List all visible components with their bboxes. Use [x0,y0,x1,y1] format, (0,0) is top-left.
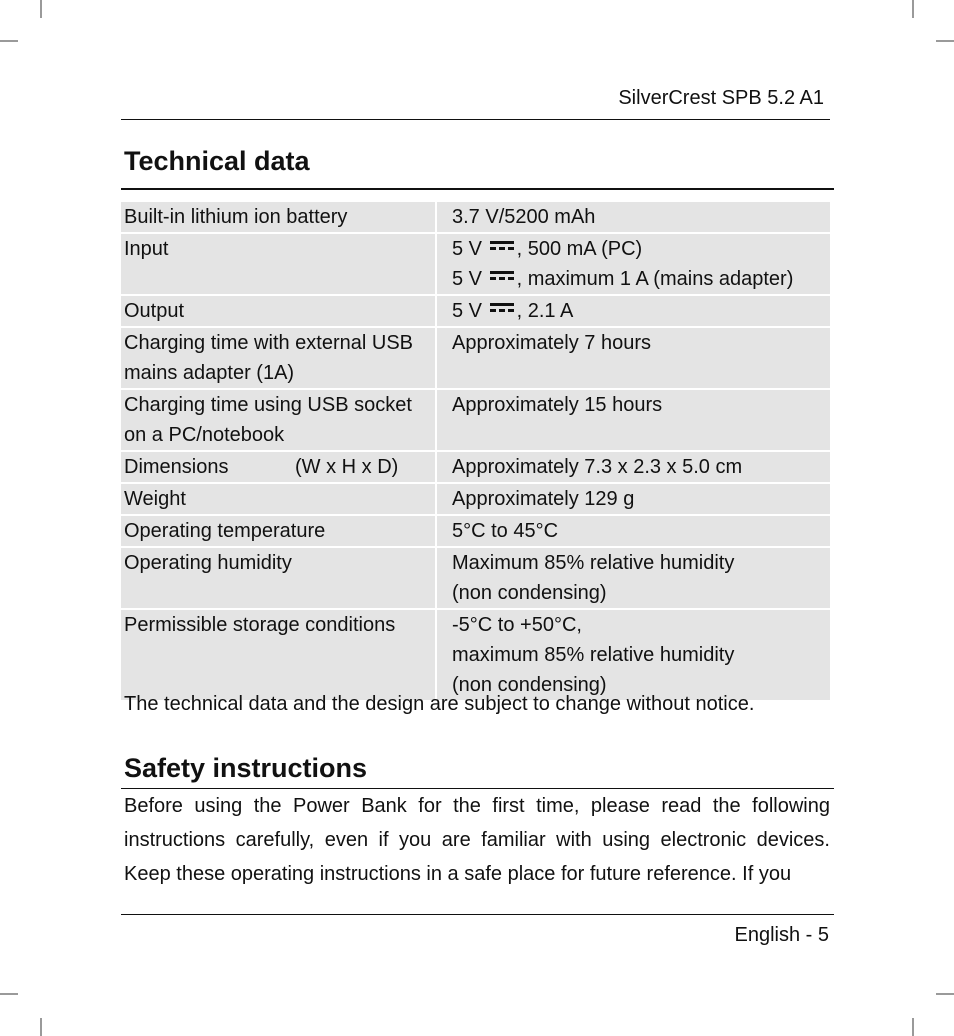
spec-label-cell [121,234,437,294]
spec-label: Charging time using USB socket on a PC/notebook [124,394,412,446]
spec-label: Output [124,300,185,322]
dc-current-icon [490,241,514,251]
spec-row [121,390,830,450]
spec-row [121,610,830,700]
spec-value-cell [437,610,830,700]
page-number: English - 5 [734,924,829,946]
spec-value-cell [437,202,830,232]
spec-row [121,484,830,514]
spec-value-line: Approximately 15 hours [452,394,663,416]
safety-paragraph: Before using the Power Bank for the first time, please read the following instructions carefully, even if you are familiar with using electronic devices. Keep these operating instructions in a safe place for future reference. If you [124,795,830,885]
spec-value-cell [437,328,830,388]
spec-label-cell [121,516,437,546]
spec-value-line [452,264,830,294]
technical-data-table [121,200,830,702]
technical-data-heading: Technical data [124,146,310,176]
spec-value-line: Approximately 7 hours [452,332,651,354]
voltage-text: 5 V [452,238,483,260]
spec-value-line: -5°C to +50°C, [452,614,582,636]
spec-row [121,202,830,232]
spec-label: Dimensions [124,456,229,478]
spec-value-cell [437,452,830,482]
spec-label-cell [121,296,437,326]
spec-value-cell [437,296,830,326]
footer-rule [121,914,834,915]
spec-value-cell [437,548,830,608]
spec-value-cell [437,390,830,450]
spec-label-cell [121,202,437,232]
crop-mark [40,0,42,18]
spec-label: Input [124,238,169,260]
spec-value-cell [437,234,830,294]
crop-mark [936,993,954,995]
crop-mark [40,1018,42,1036]
header-rule [121,119,830,120]
spec-row [121,296,830,326]
spec-label: Built-in lithium ion battery [124,206,348,228]
spec-value-line: (non condensing) [452,582,607,604]
spec-label-cell [121,452,437,482]
dc-current-icon [490,271,514,281]
current-text: , maximum 1 A (mains adapter) [516,268,794,290]
spec-label-cell [121,548,437,608]
spec-label-cell [121,610,437,700]
spec-label-cell [121,390,437,450]
spec-value-cell [437,484,830,514]
spec-label-extra: (W x H x D) [295,456,399,478]
running-header: SilverCrest SPB 5.2 A1 [618,87,824,109]
spec-label: Operating temperature [124,520,326,542]
spec-row [121,516,830,546]
voltage-text: 5 V [452,268,483,290]
spec-label: Weight [124,488,186,510]
crop-mark [0,993,18,995]
technical-note: The technical data and the design are subject to change without notice. [124,693,755,715]
crop-mark [912,1018,914,1036]
heading-rule [121,188,834,190]
spec-label: Charging time with external USB mains adapter (1A) [124,332,414,384]
spec-value-line: Approximately 7.3 x 2.3 x 5.0 cm [452,456,743,478]
voltage-text: 5 V [452,300,483,322]
current-text: , 2.1 A [516,300,574,322]
spec-value-line: 3.7 V/5200 mAh [452,206,596,228]
spec-label-cell [121,484,437,514]
spec-value-line [452,296,830,326]
current-text: , 500 mA (PC) [516,238,643,260]
crop-mark [936,40,954,42]
safety-instructions-heading: Safety instructions [124,753,368,783]
spec-value-line [452,234,830,264]
spec-row [121,234,830,294]
spec-label: Operating humidity [124,552,292,574]
crop-mark [0,40,18,42]
spec-value-cell [437,516,830,546]
crop-mark [912,0,914,18]
spec-value-line: maximum 85% relative humidity [452,644,735,666]
dc-current-icon [490,303,514,313]
spec-value-line: 5°C to 45°C [452,520,559,542]
spec-value-line: (non condensing) [452,674,607,696]
spec-row [121,548,830,608]
spec-value-line: Maximum 85% relative humidity [452,552,735,574]
spec-row [121,452,830,482]
spec-value-line: Approximately 129 g [452,488,635,510]
spec-row [121,328,830,388]
spec-label: Permissible storage conditions [124,614,396,636]
spec-label-cell [121,328,437,388]
